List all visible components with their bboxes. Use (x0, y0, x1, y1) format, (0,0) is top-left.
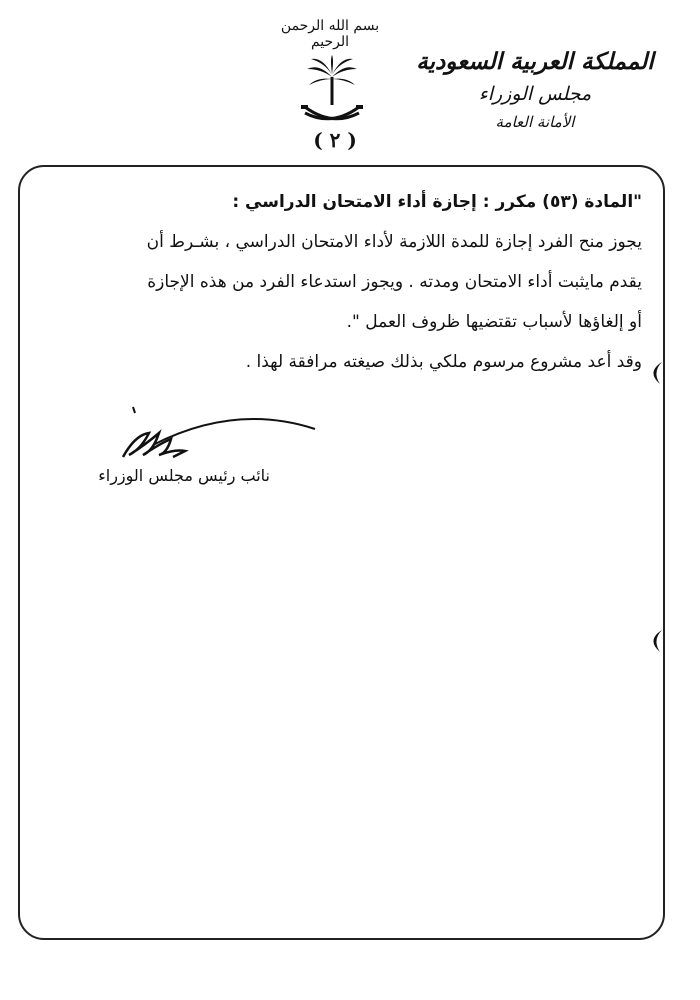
document-body (42, 182, 642, 382)
letterhead-kingdom: المملكة العربية السعودية (416, 48, 654, 75)
closing-line: وقد أعد مشروع مرسوم ملكي بذلك صيغته مرافقة لهذا . (245, 352, 642, 372)
signer-title: نائب رئيس مجلس الوزراء (98, 466, 270, 485)
punch-hole-icon (644, 360, 666, 390)
body-line-2: يقدم مايثبت أداء الامتحان ومدته . ويجوز استدعاء الفرد من هذه الإجازة (147, 272, 642, 292)
body-line-3: أو إلغاؤها لأسباب تقتضيها ظروف العمل ". (346, 312, 642, 332)
punch-hole-icon (644, 628, 666, 658)
page-number: ( ٢ ) (313, 128, 357, 152)
letterhead-council: مجلس الوزراء (478, 82, 592, 105)
signature-icon (115, 405, 325, 469)
letterhead (415, 48, 655, 131)
saudi-emblem-icon (297, 55, 367, 137)
letterhead-secretariat: الأمانة العامة (495, 112, 575, 131)
article-title: "المادة (٥٣) مكرر : إجازة أداء الامتحان الدراسي : (232, 192, 642, 212)
body-line-1: يجوز منح الفرد إجازة للمدة اللازمة لأداء الامتحان الدراسي ، بشـرط أن (146, 232, 642, 252)
basmala: بسم الله الرحمن الرحيم (280, 18, 380, 50)
